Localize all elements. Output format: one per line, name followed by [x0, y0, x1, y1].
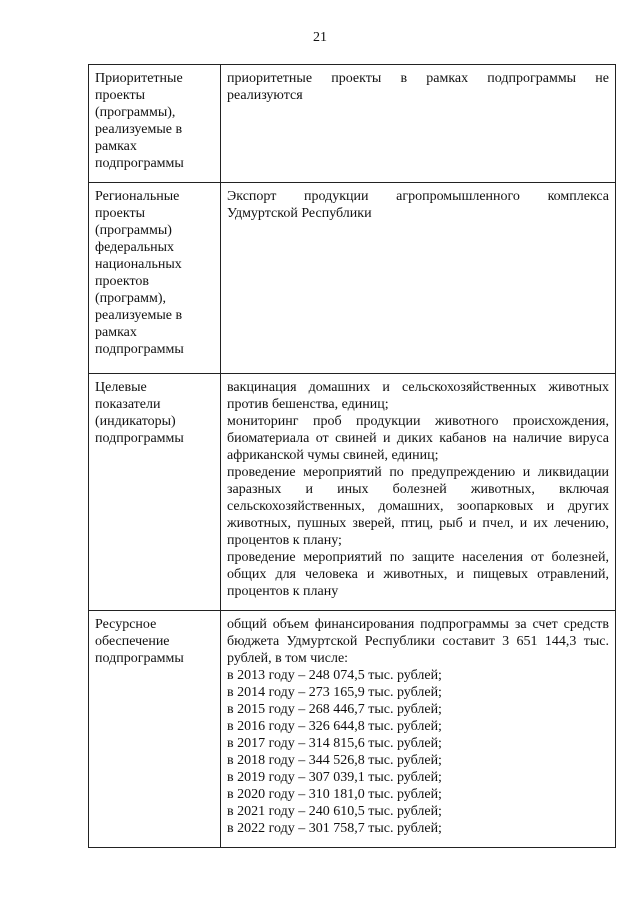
table-row-priority-projects: [89, 65, 616, 183]
indicator-paragraph: проведение мероприятий по защите населения от болезней, общих для человека и животных, и пищевых отравлений, процентов к плану: [227, 550, 609, 599]
indicator-paragraph: вакцинация домашних и сельскохозяйственных животных против бешенства, единиц;: [227, 380, 609, 412]
row-label: Ресурсное обеспечение подпрограммы: [89, 611, 221, 848]
row-content: [221, 611, 616, 848]
page-number: 21: [313, 30, 327, 45]
row-content: [221, 183, 616, 374]
funding-year-line: в 2016 году – 326 644,8 тыс. рублей;: [227, 719, 442, 734]
table-row-resource-support: [89, 611, 616, 848]
table-row-target-indicators: [89, 374, 616, 611]
indicator-paragraph: мониторинг проб продукции животного происхождения, биоматериала от свиней и диких кабанов на наличие вируса африканской чумы свиней, единиц;: [227, 414, 609, 463]
funding-year-line: в 2018 году – 344 526,8 тыс. рублей;: [227, 753, 442, 768]
table-row-regional-projects: [89, 183, 616, 374]
funding-intro: общий объем финансирования подпрограммы за счет средств бюджета Удмуртской Республики составит 3 651 144,3 тыс. рублей, в том числе:: [227, 617, 609, 666]
funding-year-line: в 2019 году – 307 039,1 тыс. рублей;: [227, 770, 442, 785]
content-paragraph: Экспорт продукции агропромышленного комплекса Удмуртской Республики: [227, 189, 609, 221]
indicator-paragraph: проведение мероприятий по предупреждению и ликвидации заразных и иных болезней животных, включая сельскохозяйственных, домашних, зоопарковых и других животных, пушных зверей, птиц, рыб и пчел, и их лечению, процентов к плану;: [227, 465, 609, 548]
row-content: [221, 65, 616, 183]
funding-year-line: в 2021 году – 240 610,5 тыс. рублей;: [227, 804, 442, 819]
funding-year-line: в 2013 году – 248 074,5 тыс. рублей;: [227, 668, 442, 683]
funding-year-line: в 2015 году – 268 446,7 тыс. рублей;: [227, 702, 442, 717]
funding-year-line: в 2022 году – 301 758,7 тыс. рублей;: [227, 821, 442, 836]
row-label: Приоритетные проекты (программы), реализуемые в рамках подпрограммы: [89, 65, 221, 183]
funding-year-line: в 2017 году – 314 815,6 тыс. рублей;: [227, 736, 442, 751]
funding-year-line: в 2020 году – 310 181,0 тыс. рублей;: [227, 787, 442, 802]
funding-year-line: в 2014 году – 273 165,9 тыс. рублей;: [227, 685, 442, 700]
content-paragraph: приоритетные проекты в рамках подпрограммы не реализуются: [227, 71, 609, 103]
row-label: Целевые показатели (индикаторы) подпрограммы: [89, 374, 221, 611]
subprogram-passport-table: [88, 64, 616, 848]
row-content: [221, 374, 616, 611]
row-label: Региональные проекты (программы) федеральных национальных проектов (программ), реализуемые в рамках подпрограммы: [89, 183, 221, 374]
